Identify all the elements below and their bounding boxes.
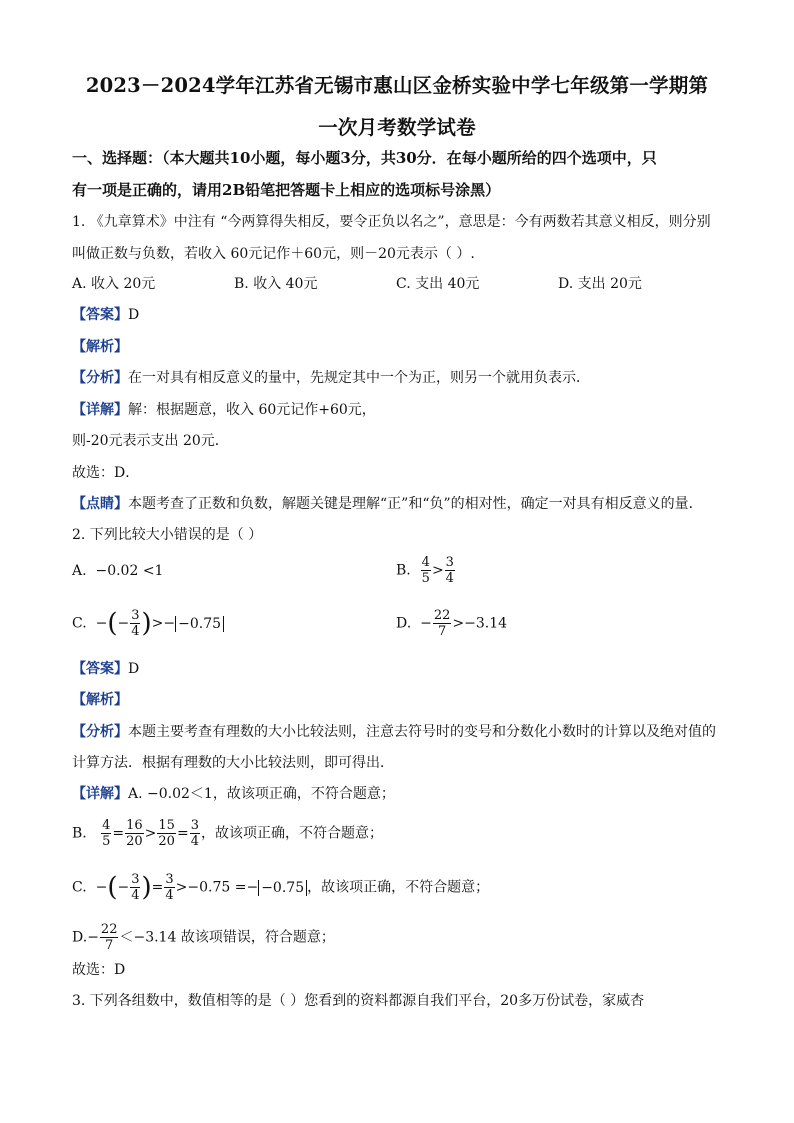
numerator: 16 — [126, 818, 143, 833]
q1-fenxi — [72, 368, 590, 388]
q2-guxuan: 故选：D — [72, 962, 126, 978]
xiangjie-text: 解：根据题意，收入 60元记作+60元， — [128, 402, 376, 418]
denominator: 5 — [421, 571, 430, 586]
fraction — [164, 872, 174, 903]
q2-stem: 2. 下列比较大小错误的是（ ） — [72, 527, 263, 543]
answer-tag: 【答案】 — [72, 307, 128, 323]
operator: >− — [151, 615, 176, 632]
denominator: 20 — [158, 834, 175, 849]
q1-option-d: D. 支出 20元 — [558, 276, 642, 292]
numerator: 4 — [102, 818, 111, 833]
fraction — [130, 872, 140, 903]
denominator: 7 — [105, 938, 114, 953]
q1-stem-line1: 1. 《九章算术》中注有 “今两算得失相反，要令正负以名之”，意思是：今有两数若其意义相反，则分别 — [72, 214, 711, 230]
q2-fenxi-line2: 计算方法．根据有理数的大小比较法则，即可得出． — [72, 755, 394, 771]
paper-title-line2: 一次月考数学试卷 — [318, 116, 476, 139]
answer-tag: 【答案】 — [72, 661, 128, 677]
q2-fenxi — [72, 722, 716, 742]
numerator: 3 — [131, 872, 140, 887]
numerator: 3 — [445, 555, 454, 570]
q2-jiexi-tag: 【解析】 — [72, 692, 128, 708]
section-heading-line1: 一、选择题：（本大题共10小题，每小题3分，共30分．在每小题所给的四个选项中，只 — [72, 149, 657, 167]
detail-label: D. — [72, 929, 88, 946]
q3-stem: 3. 下列各组数中，数值相等的是（ ）您看到的资料都源自我们平台，20多万份试卷，家威杏 — [72, 993, 645, 1009]
operator: >−0.75 =− — [175, 879, 259, 896]
section-heading-line2: 有一项是正确的，请用2B铅笔把答题卡上相应的选项标号涂黑） — [72, 181, 501, 199]
fraction — [125, 818, 144, 849]
paper-title-line1: 2023－2024学年江苏省无锡市惠山区金桥实验中学七年级第一学期第 — [85, 74, 709, 97]
numerator: 3 — [165, 872, 174, 887]
fraction — [445, 555, 455, 586]
numerator: 3 — [131, 608, 140, 623]
xiangjie-tag: 【详解】 — [72, 402, 128, 418]
operator: > — [431, 562, 444, 579]
operator: = — [112, 825, 125, 842]
numerator: 4 — [421, 555, 430, 570]
q1-jiexi-tag: 【解析】 — [72, 339, 128, 355]
q1-option-c: C. 支出 40元 — [396, 276, 480, 292]
xiangjie-tag: 【详解】 — [72, 786, 128, 802]
detail-a: A. −0.02＜1，故该项正确，不符合题意； — [128, 786, 395, 802]
q1-option-a: A. 收入 20元 — [72, 276, 156, 292]
fraction — [433, 608, 452, 639]
minus-sign: − — [420, 615, 432, 632]
q2-option-c: C. −(− $\frac{3}{4}$ )>− −0.75 — [72, 608, 224, 639]
operator: = — [151, 879, 164, 896]
denominator: 4 — [190, 834, 199, 849]
answer-value: D — [128, 307, 140, 323]
fenxi-tag: 【分析】 — [72, 724, 128, 740]
detail-label: C. — [72, 879, 87, 896]
math-expression: −0.02 <1 — [95, 563, 164, 579]
denominator: 20 — [126, 834, 143, 849]
q1-xiangjie — [72, 400, 376, 420]
minus-sign: − — [95, 879, 108, 896]
fenxi-text: 本题主要考查有理数的大小比较法则，注意去符号时的变号和分数化小数时的计算以及绝对值的 — [128, 724, 716, 740]
option-label: D. — [396, 615, 412, 632]
detail-text: ＜−3.14 故该项错误，符合题意； — [119, 929, 335, 946]
q2-detail-b — [72, 818, 383, 849]
q2-detail-d — [72, 922, 335, 953]
minus-sign: − — [95, 615, 108, 632]
denominator: 5 — [102, 834, 111, 849]
denominator: 4 — [131, 624, 140, 639]
q1-xiangjie-line2: 则-20元表示支出 20元． — [72, 433, 229, 449]
q2-xiangjie-a — [72, 784, 395, 804]
q1-option-b: B. 收入 40元 — [234, 276, 318, 292]
fraction — [421, 555, 431, 586]
fenxi-tag: 【分析】 — [72, 370, 128, 386]
q1-guxuan: 故选：D． — [72, 465, 140, 481]
operator: >−3.14 — [452, 615, 508, 632]
fraction — [130, 608, 140, 639]
absolute-value: −0.75 — [258, 880, 307, 896]
denominator: 7 — [437, 624, 447, 639]
option-label: C. — [72, 615, 87, 632]
fraction — [101, 818, 111, 849]
absolute-value: −0.75 — [175, 616, 224, 632]
numerator: 3 — [190, 818, 199, 833]
q1-answer — [72, 305, 139, 325]
denominator: 4 — [165, 888, 174, 903]
numerator: 22 — [433, 608, 451, 623]
dianjing-tag: 【点睛】 — [72, 496, 128, 512]
answer-value: D — [128, 661, 140, 677]
denominator: 4 — [445, 571, 454, 586]
q1-stem-line2: 叫做正数与负数，若收入 60元记作＋60元，则－20元表示（ ）. — [72, 246, 475, 262]
denominator: 4 — [131, 888, 140, 903]
q2-option-d — [396, 608, 507, 639]
minus-sign: − — [87, 929, 99, 946]
option-label: B. — [396, 562, 411, 579]
q2-option-a — [72, 561, 163, 581]
detail-text: ，故该项正确，不符合题意； — [200, 825, 383, 842]
dianjing-text: 本题考查了正数和负数，解题关键是理解“正”和“负”的相对性，确定一对具有相反意义的量． — [128, 496, 703, 512]
fenxi-text: 在一对具有相反意义的量中，先规定其中一个为正，则另一个就用负表示． — [128, 370, 590, 386]
fraction — [190, 818, 200, 849]
fraction — [157, 818, 176, 849]
detail-label: B. — [72, 825, 87, 842]
fraction — [100, 922, 119, 953]
q2-option-b — [396, 555, 456, 586]
numerator: 22 — [100, 922, 118, 937]
q2-answer — [72, 659, 139, 679]
operator: > — [144, 825, 157, 842]
numerator: 15 — [158, 818, 175, 833]
q2-detail-c: C. −(− $\frac{3}{4}$ )= $\frac{3}{4}$ >−0.75 =− −0.75 ，故该项正确，不符合题意； — [72, 872, 490, 903]
detail-text: ，故该项正确，不符合题意； — [307, 879, 490, 896]
q1-dianjing — [72, 494, 703, 514]
operator: = — [176, 825, 189, 842]
option-label: A. — [72, 563, 87, 579]
